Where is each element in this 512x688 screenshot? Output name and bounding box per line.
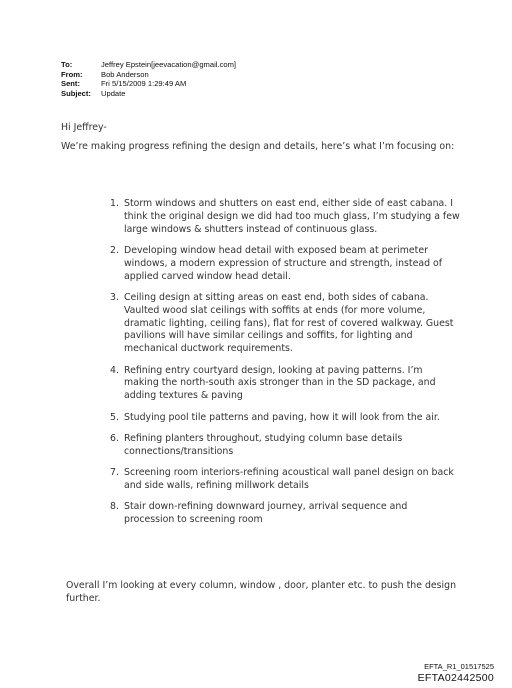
numbered-list <box>110 198 460 535</box>
closing-paragraph: Overall I’m looking at every column, window , door, planter etc. to push the design further. <box>66 580 457 604</box>
list-item-text: Stair down-refining downward journey, arrival sequence and procession to screening room <box>124 501 408 526</box>
list-item-number: 1. <box>110 198 119 209</box>
list-item-text: Studying pool tile patterns and paving, how it will look from the air. <box>124 411 440 423</box>
to-value: Jeffrey Epstein[jeevacation@gmail.com] <box>101 60 237 69</box>
intro-paragraph: We’re making progress refining the design and details, here’s what I’m focusing on: <box>61 141 455 152</box>
sent-label: Sent: <box>61 79 80 88</box>
list-item-text: Screening room interiors-refining acoustical wall panel design on back and side walls, refining millwork details <box>124 467 454 491</box>
list-item <box>110 467 460 493</box>
greeting: Hi Jeffrey- <box>61 122 107 133</box>
list-item-number: 2. <box>110 244 119 256</box>
subject-value: Update <box>101 88 126 98</box>
list-item-text: Refining planters throughout, studying column base details connections/transitions <box>124 432 403 457</box>
list-item-number: 8. <box>110 501 119 513</box>
bates-stamp-large: EFTA02442500 <box>417 672 494 684</box>
to-row <box>61 60 236 70</box>
list-item <box>110 198 460 236</box>
list-item <box>110 292 460 356</box>
list-item-number: 4. <box>110 364 119 376</box>
list-item-number: 6. <box>110 432 119 444</box>
to-label: To: <box>61 60 73 69</box>
list-item <box>110 412 460 425</box>
list-item-text: Developing window head detail with exposed beam at perimeter windows, a modern expression of structure and strength, instead of applied carved window head detail. <box>124 244 443 282</box>
bates-stamp-small: EFTA_R1_01517525 <box>424 662 494 671</box>
list-item-text: Refining entry courtyard design, looking at paving patterns. I’m making the north-south axis stronger than in the SD package, and adding textures & paving <box>124 364 436 402</box>
subject-row <box>61 89 236 99</box>
from-row <box>61 70 236 80</box>
from-value: Bob Anderson <box>101 69 149 79</box>
email-header <box>61 60 236 98</box>
sent-row <box>61 79 236 89</box>
list-item-number: 5. <box>110 411 119 423</box>
sent-value: Fri 5/15/2009 1:29:49 AM <box>101 79 187 88</box>
list-item-text: Ceiling design at sitting areas on east end, both sides of cabana. Vaulted wood slat ceilings with soffits at ends (for more volume, dramatic lighting, ceiling fans), flat for rest of covered walkway. Guest pavilions will have similar ceilings and soffits, for lighting and mechanical ductwork requirements. <box>124 291 454 355</box>
from-label: From: <box>61 69 83 79</box>
list-item-number: 7. <box>110 467 119 479</box>
subject-label: Subject: <box>61 88 91 98</box>
list-item <box>110 365 460 403</box>
list-item <box>110 501 460 527</box>
list-item-number: 3. <box>110 291 119 303</box>
list-item <box>110 245 460 283</box>
list-item-text: Storm windows and shutters on east end, either side of east cabana. I think the original design we did had too much glass, I’m studying a few large windows & shutters instead of continuous glass. <box>124 198 460 235</box>
list-item <box>110 433 460 459</box>
